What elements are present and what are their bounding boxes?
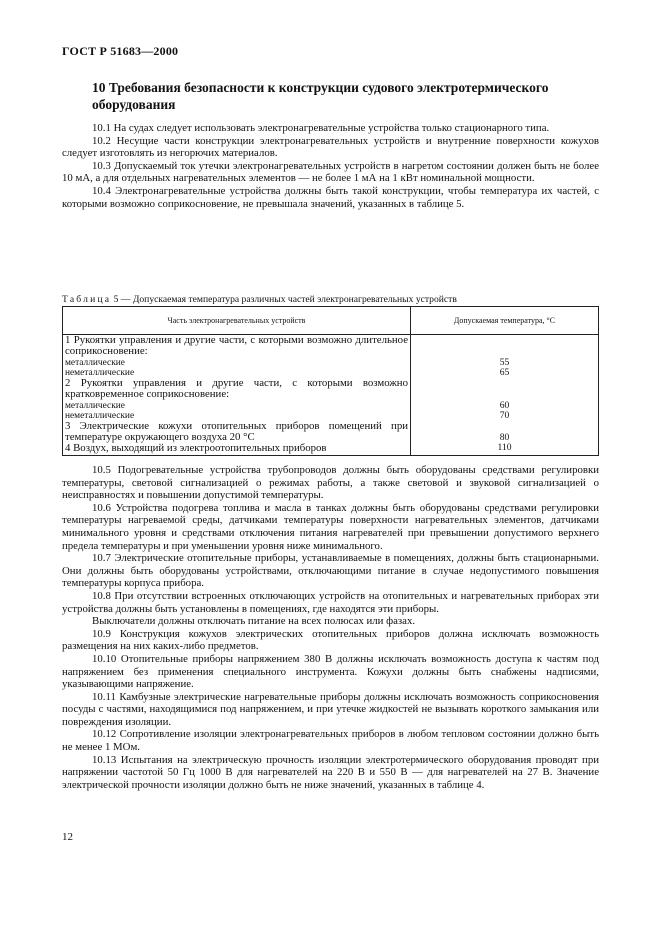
paragraph-10-11: 10.11 Камбузные электрические нагревательные приборы должны исключать возможность соприкосновения посуды с частями, находящимися под напряжением, и при утечке жидкостей не вызывать короткого замыкания или повреждения изоляции. bbox=[62, 690, 599, 728]
table-cell-part: 4 Воздух, выходящий из электроотопительных приборов bbox=[63, 443, 411, 455]
paragraph-10-6: 10.6 Устройства подогрева топлива и масла в танках должны быть оборудованы средствами регулировки температуры нагреваемой среды, датчиками температуры поверхности нагревательных элементов, датчиками минимального уровня и средствами отключения питания нагревателей при превышении допустимого верхнего предела температуры и при уменьшении уровня ниже минимального. bbox=[62, 501, 599, 552]
paragraph-10-3: 10.3 Допускаемый ток утечки электронагревательных устройств в нагретом состоянии должен быть не более 10 мА, а для отдельных нагревательных элементов — не более 1 мА на 1 кВт номинальной мощности. bbox=[62, 159, 599, 185]
paragraph-10-9: 10.9 Конструкция кожухов электрических отопительных приборов должна исключать возможность размещения на них каких-либо предметов. bbox=[62, 627, 599, 653]
table-cell-part: неметаллические bbox=[63, 368, 411, 378]
table-cell-part: 3 Электрические кожухи отопительных приборов помещений при температуре окружающего воздуха 20 °С bbox=[63, 421, 411, 444]
table-row bbox=[63, 443, 599, 455]
page-number: 12 bbox=[62, 831, 73, 843]
paragraph-10-7: 10.7 Электрические отопительные приборы, устанавливаемые в помещениях, должны быть стационарными. Они должны быть оборудованы устройствами, отключающими питание в случае недопустимого повышения температуры корпуса прибора. bbox=[62, 552, 599, 590]
paragraph-10-13: 10.13 Испытания на электрическую прочность изоляции электротермического оборудования проводят при напряжении частотой 50 Гц 1000 В для нагревателей на 220 В и 550 В — для нагревателей на 27 В. Значение электрической прочности изоляции должно быть не ниже значений, указанных в таблице 4. bbox=[62, 753, 599, 791]
table-cell-value: 70 bbox=[411, 411, 599, 421]
table-caption-text: 5 — Допускаемая температура различных частей электронагревательных устройств bbox=[113, 294, 457, 305]
table-cell-part: металлические bbox=[63, 401, 411, 411]
table-cell-value bbox=[411, 378, 599, 401]
table-row bbox=[63, 358, 599, 368]
table-header-temperature: Допускаемая температура, °С bbox=[411, 307, 599, 335]
document-header: ГОСТ Р 51683—2000 bbox=[62, 44, 179, 58]
paragraph-10-1: 10.1 На судах следует использовать электронагревательные устройства только стационарного типа. bbox=[92, 122, 550, 134]
paragraph-10-2: 10.2 Несущие части конструкции электронагревательных устройств и внутренние поверхности кожухов следует изготовлять из негорючих материалов. bbox=[62, 134, 599, 160]
table-cell-part: металлические bbox=[63, 358, 411, 368]
table-cell-part: неметаллические bbox=[63, 411, 411, 421]
table-cell-value bbox=[411, 335, 599, 358]
table-caption-label: Таблица bbox=[62, 294, 112, 305]
table-cell-part: 2 Рукоятки управления и другие части, с которыми возможно кратковременное соприкосновение: bbox=[63, 378, 411, 401]
table-caption bbox=[62, 294, 457, 305]
section-title: 10 Требования безопасности к конструкции судового электротермического оборудования bbox=[92, 80, 549, 112]
table-cell-part: 1 Рукоятки управления и другие части, с которыми возможно длительное соприкосновение: bbox=[63, 335, 411, 358]
table-cell-value: 110 bbox=[411, 443, 599, 455]
table-row bbox=[63, 378, 599, 401]
table-row bbox=[63, 421, 599, 444]
paragraph-10-12: 10.12 Сопротивление изоляции электронагревательных приборов в любом тепловом состоянии должно быть не менее 1 МОм. bbox=[62, 728, 599, 754]
paragraph-10-8: 10.8 При отсутствии встроенных отключающих устройств на отопительных и нагревательных приборах эти устройства должны быть установлены в помещениях, где находятся эти приборы. bbox=[62, 589, 599, 615]
table-cell-value: 55 bbox=[411, 358, 599, 368]
table-row bbox=[63, 335, 599, 358]
table-header-part: Часть электронагревательных устройств bbox=[63, 307, 411, 335]
paragraphs-bottom bbox=[62, 464, 599, 791]
table-cell-value: 60 bbox=[411, 401, 599, 411]
paragraph-10-8-switches: Выключатели должны отключать питание на всех полюсах или фазах. bbox=[92, 615, 416, 628]
paragraphs-top bbox=[62, 122, 599, 210]
paragraph-10-4: 10.4 Электронагревательные устройства должны быть такой конструкции, чтобы температура их частей, с которыми возможно соприкосновение, не превышала значений, указанных в таблице 5. bbox=[62, 184, 599, 210]
table-cell-value: 65 bbox=[411, 368, 599, 378]
paragraph-10-5: 10.5 Подогревательные устройства трубопроводов должны быть оборудованы средствами регулировки температуры, световой сигнализацией о режимах работы, а также световой и звуковой сигнализацией о неисправностях и повышении допустимой температуры. bbox=[62, 464, 599, 502]
table-cell-value: 80 bbox=[411, 421, 599, 444]
temperature-table bbox=[62, 306, 599, 456]
paragraph-10-10: 10.10 Отопительные приборы напряжением 380 В должны исключать возможность доступа к частям под напряжением без применения специального инструмента. Кожухи должны быть снабжены надписями, указывающими напряжение. bbox=[62, 652, 599, 691]
table-row bbox=[63, 401, 599, 411]
